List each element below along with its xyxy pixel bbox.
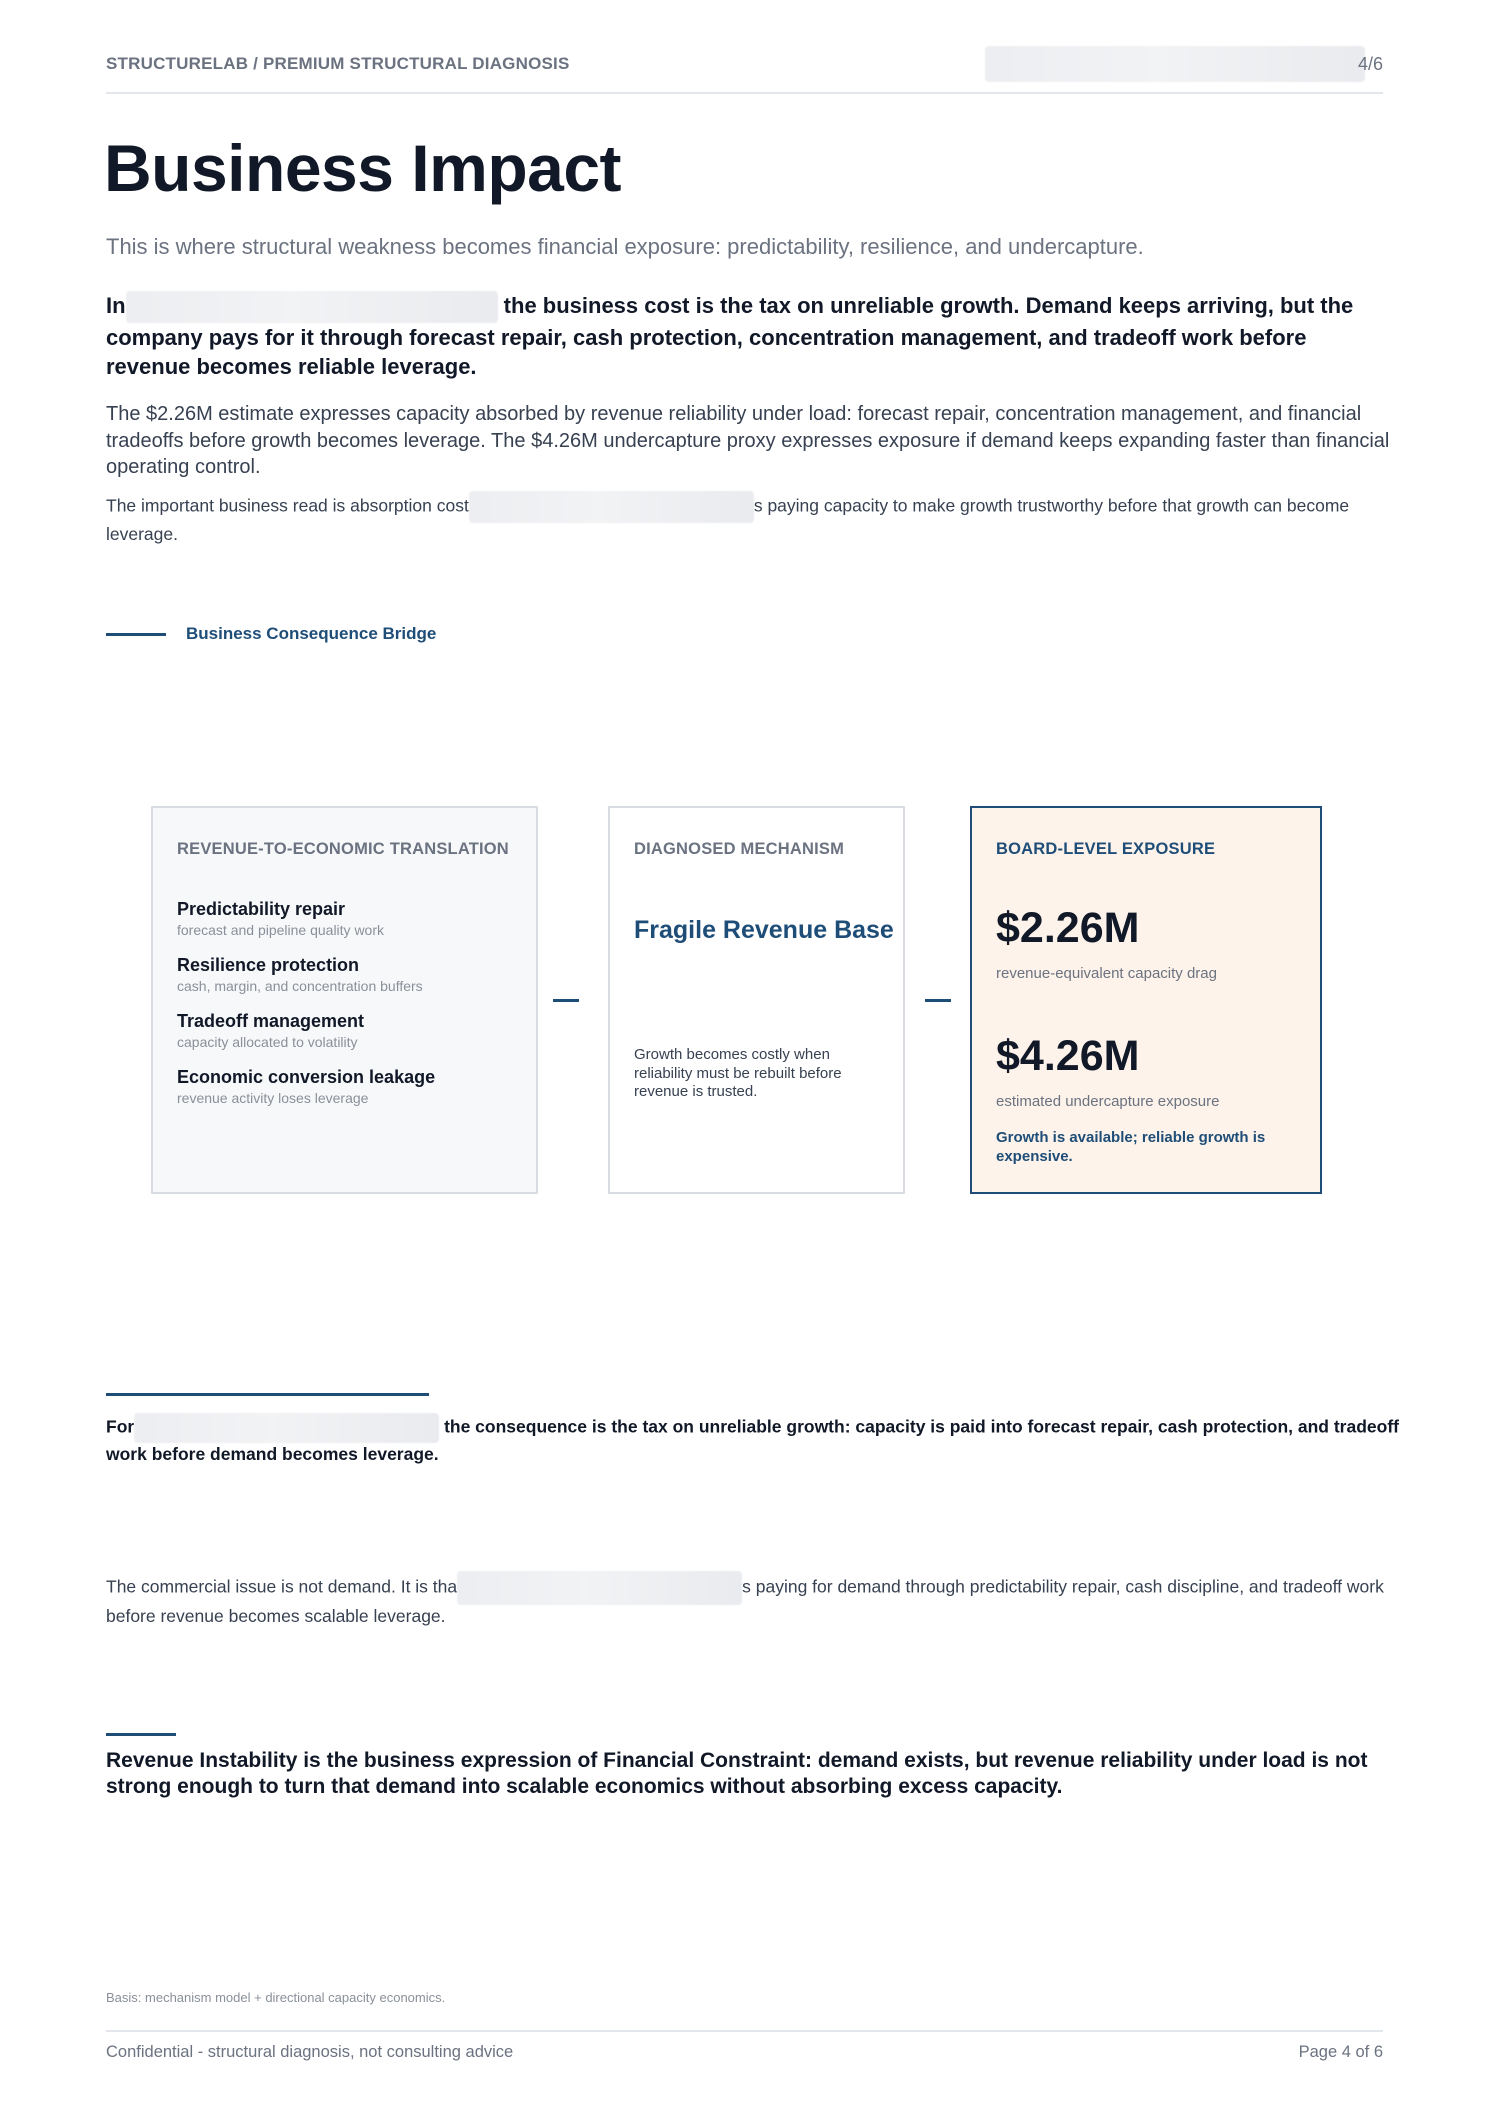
commercial-prefix: The commercial issue is not demand. It is tha [106,1576,458,1597]
item-subtitle: revenue activity loses leverage [177,1090,369,1106]
page-indicator: 4/6 [1357,54,1383,74]
lede-prefix: In [106,293,126,318]
confidentiality-notice: Confidential - structural diagnosis, not consulting advice [106,2043,514,2061]
item-title: Predictability repair [177,899,346,919]
redacted-text [457,1571,742,1605]
mechanism-panel [608,806,905,1194]
consequence-text: the consequence is the tax on unreliable growth: capacity is paid into forecast repair, cash protection, and tradeoff work before demand becomes leverage. [106,1416,1399,1464]
section-label: Business Consequence Bridge [186,624,437,643]
section-accent-line [106,633,166,636]
business-read-paragraph [106,491,1396,545]
header-divider [106,92,1383,94]
item-subtitle: cash, margin, and concentration buffers [177,978,423,994]
undercapture-value: $4.26M [996,1032,1140,1080]
list-item [177,1066,435,1108]
mechanism-description: Growth becomes costly when reliability must be rebuilt before revenue is trusted. [634,1046,842,1100]
item-subtitle: capacity allocated to volatility [177,1034,358,1050]
page-title: Business Impact [104,131,622,205]
closing-statement: Revenue Instability is the business expression of Financial Constraint: demand exists, but revenue reliability under load is not strong enough to turn that demand into scalable economics without absorbing excess capacity. [106,1749,1368,1798]
item-title: Tradeoff management [177,1011,365,1031]
list-item [177,898,435,940]
exposure-label: BOARD-LEVEL EXPOSURE [996,840,1216,858]
item-title: Resilience protection [177,955,360,975]
page-number: Page 4 of 6 [1298,2043,1383,2061]
redacted-text [469,491,754,523]
basis-note: Basis: mechanism model + directional capacity economics. [106,1990,446,2005]
consequence-paragraph [106,1413,1406,1465]
mechanism-name: Fragile Revenue Base [634,916,894,944]
bridge-connector [925,999,951,1002]
capacity-drag-caption: revenue-equivalent capacity drag [996,965,1217,982]
business-read-prefix: The important business read is absorption cost [106,495,469,516]
report-brand: STRUCTURELAB / PREMIUM STRUCTURAL DIAGNOSIS [106,54,570,73]
item-title: Economic conversion leakage [177,1067,436,1087]
exposure-note: Growth is available; reliable growth is expensive. [996,1129,1266,1165]
business-read-text: s paying capacity to make growth trustworthy before that growth can become leverage. [106,495,1350,544]
redacted-text [126,291,498,323]
consequence-prefix: For [106,1416,135,1437]
list-item [177,1010,435,1052]
translation-list [177,898,435,1122]
capacity-drag-value: $2.26M [996,904,1140,952]
redacted-text [134,1413,439,1443]
footer-divider [106,2030,1383,2032]
commercial-text: s paying for demand through predictability repair, cash discipline, and tradeoff work before revenue becomes scalable leverage. [106,1576,1384,1626]
exposure-panel [970,806,1322,1194]
undercapture-caption: estimated undercapture exposure [996,1093,1220,1110]
lede-text: the business cost is the tax on unreliable growth. Demand keeps arriving, but the company pays for it through forecast repair, cash protection, concentration management, and tradeoff work before revenue becomes reliable leverage. [106,293,1354,380]
lede-paragraph [106,291,1396,381]
section-accent-line [106,1733,176,1736]
page-subtitle: This is where structural weakness becomes financial exposure: predictability, resilience, and undercapture. [106,234,1144,259]
bridge-connector [553,999,579,1002]
commercial-paragraph [106,1571,1406,1627]
translation-panel [151,806,538,1194]
estimate-paragraph: The $2.26M estimate expresses capacity absorbed by revenue reliability under load: forecast repair, concentration management, and financial tradeoffs before growth becomes leverage. The $4.26M undercapture proxy expresses exposure if demand keeps expanding faster than financial operating control. [106,403,1390,478]
list-item [177,954,435,996]
redacted-header-text [985,46,1365,82]
mechanism-label: DIAGNOSED MECHANISM [634,840,845,858]
section-accent-line [106,1393,429,1396]
translation-label: REVENUE-TO-ECONOMIC TRANSLATION [177,840,509,858]
item-subtitle: forecast and pipeline quality work [177,922,385,938]
